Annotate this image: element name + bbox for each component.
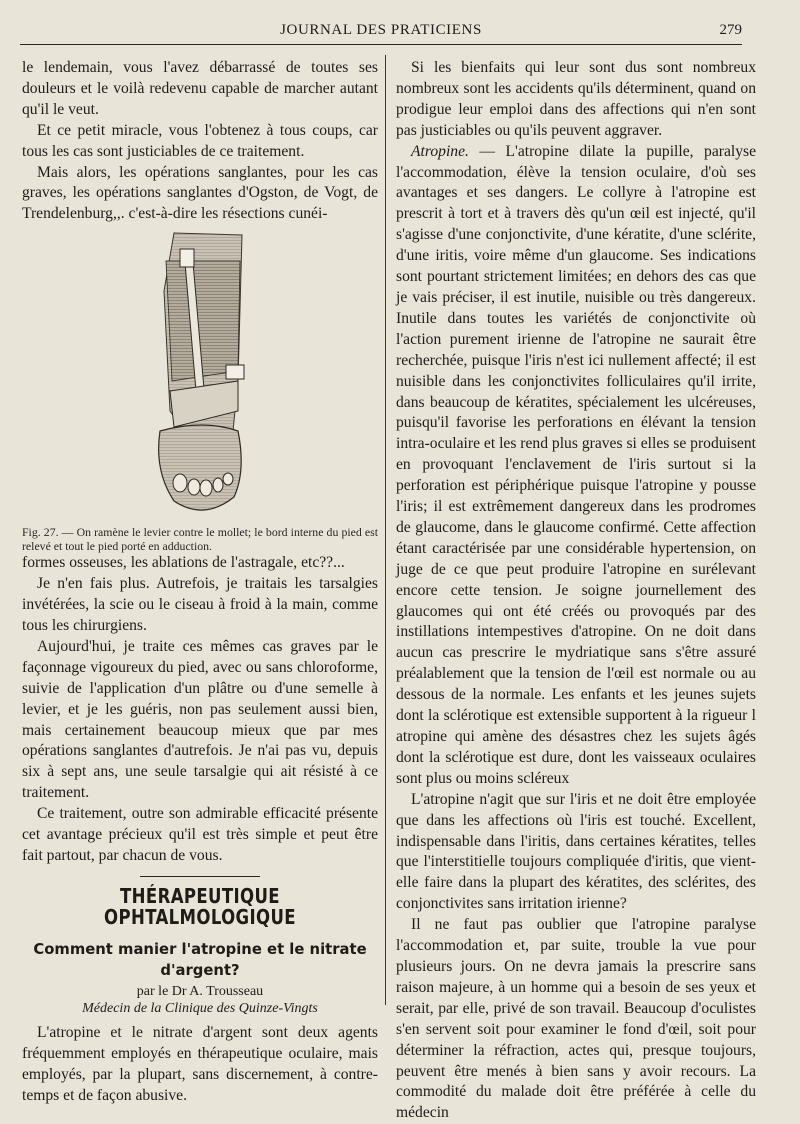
paragraph: Et ce petit miracle, vous l'obtenez à tous coups, car tous les cas sont justiciables de ce traitement. (22, 121, 378, 160)
paragraph: Il ne faut pas oublier que l'atropine paralyse l'accommodation et, par suite, trouble la vue pour plusieurs jours. On ne devra jamais la prescrire sans raison majeure, à un homme qui a besoin de ses yeux et serait, par elle, privé de son travail. Beaucoup d'oculistes s'en servent soit pour examiner le fond d'œil, soit pour déterminer la réfraction, actes qui, presque toujours, peuvent être menés à bien sans y avoir recours. La commodité du malade doit être préférée à celle du médecin (396, 916, 756, 1122)
paragraph: le lendemain, vous l'avez débarrassé de toutes ses douleurs et le voilà redevenu capable de marcher autant qu'il le veut. (22, 59, 378, 118)
section-rule (140, 876, 260, 877)
paragraph (396, 142, 756, 790)
page-number: 279 (719, 22, 742, 38)
left-column (22, 58, 378, 1107)
paragraph: Si les bienfaits qui leur sont dus sont nombreux nombreux sont les accidents qu'ils déterminent, quand on prodigue leur emploi dans des affections qui n'en sont pas justiciables ou qu'ils peuvent aggraver. (396, 59, 756, 139)
paragraph: L'atropine et le nitrate d'argent sont deux agents fréquemment employés en thérapeutique oculaire, mais employés, par la plupart, sans discernement, à contre-temps et de façon abusive. (22, 1024, 378, 1105)
right-column (396, 58, 756, 1124)
paragraph: Ce traitement, outre son admirable efficacité présente cet avantage précieux qu'il est très simple et peut être fait partout, par chacun de vous. (22, 805, 378, 864)
paragraph: formes osseuses, les ablations de l'astragale, etc??... (22, 554, 345, 572)
section-title: THÉRAPEUTIQUE OPHTALMOLOGIQUE (104, 883, 296, 929)
article-title: Comment manier l'atropine et le nitrate d'argent? (33, 940, 367, 979)
foot-brace-illustration (134, 231, 254, 521)
atropine-lead: Atropine. (411, 142, 469, 160)
paragraph: Mais alors, les opérations sanglantes, pour les cas graves, les opérations sanglantes d'Ogston, de Vogt, de Trendelenburg,,. c'est-à-dire les résections cunéi- (22, 163, 378, 223)
paragraph: L'atropine n'agit que sur l'iris et ne doit être employée que dans les affections où l'iris est touché. Excellent, indispensable dans l'iritis, dans certaines kératites, telles que l'interstitielle toujours compliquée d'iritis, que vient-elle faire dans la plupart des kératites, des sclérites, des conjonctivites sans irritation irienne? (396, 790, 756, 913)
paragraph: Je n'en fais plus. Autrefois, je traitais les tarsalgies invétérées, la scie ou le ciseau à froid à la main, comme tous les chirurgiens. (22, 575, 378, 634)
figure-caption: Fig. 27. — On ramène le levier contre le mollet; le bord interne du pied est relevé et tout le pied porté en adduction. (22, 525, 378, 554)
figure-foot-brace (22, 227, 378, 521)
column-divider (385, 55, 386, 1005)
journal-title: JOURNAL DES PRATICIENS (280, 22, 482, 38)
running-header (20, 14, 742, 45)
byline: par le Dr A. Trousseau (136, 984, 264, 1000)
paragraph-body: — L'atropine dilate la pupille, paralyse l'accommodation, élève la tension oculaire, d'où ses avantages et ses dangers. Le collyre à l'atropine est prescrit à tort et à travers dès qu'un œil est injecté, qu'il s'agisse d'une conjonctivite, d'une kératite, d'une sclérite, d'une iritis, voire même d'un glaucome. Ses indications sont pourtant strictement limitées; en dehors des cas que je vais préciser, il est inutile, nuisible ou très dangereux. Inutile dans toutes les variétés de conjonctivite où l'action purement irienne de l'atropine ne saurait être recherchée, puisque l'iris n'est ici nullement affecté; il est nuisible dans les conjonctivites folliculaires qu'il irrite, dans beaucoup de kératites, spécialement les ulcéreuses, puisqu'il favorise les perforations en élévant la tension intra-oculaire et les rend plus graves si elles se produisent en provoquant l'enclavement de l'iris surtout si la perforation est périphérique puisque l'atropine y pousse l'iris; il est extrêmement dangereux dans les prodromes de glaucome, dans le glaucome confirmé. Cette affection étant caractérisée par une considérable hypertension, on juge de ce que peut produire l'atropine en surélevant encore cette tension. Je soigne journellement des glaucomes qui ont été créés ou provoqués par des instillations intempestives d'atropine. On ne doit dans aucun cas prescrire le mydriatique sans s'être assuré préalablement que la tension de l'œil est normale ou au dessous de la normale. Les enfants et les jeunes sujets dont la sclérotique est extensible supportent à la rigueur l atropine qui amène des désastres chez les sujets âgés dont la sclérotique est dure, dont les vaisseaux oculaires sont plus ou moins scléreux (396, 142, 756, 787)
author-affiliation: Médecin de la Clinique des Quinze-Vingts (82, 1001, 318, 1017)
paragraph: Aujourd'hui, je traite ces mêmes cas graves par le façonnage vigoureux du pied, avec ou sans chloroforme, suivie de l'application d'un plâtre ou d'une semelle à levier, et je les guéris, non pas seulement aussi bien, mais certainement beaucoup mieux que par mes opérations sanglantes d'autrefois. Je n'ai pas vu, depuis six à sept ans, une seule tarsalgie qui ait résisté à ce traitement. (22, 637, 378, 802)
